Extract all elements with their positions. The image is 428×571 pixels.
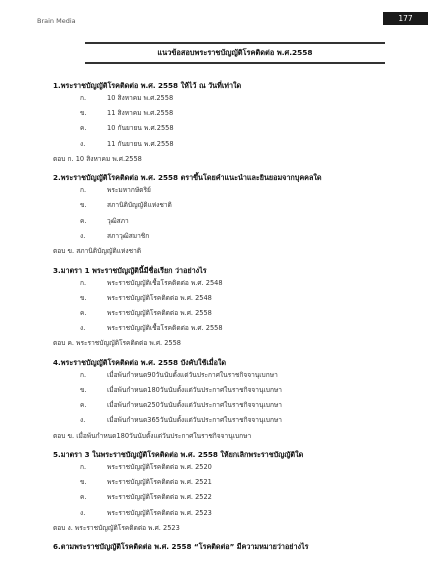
answer-text: ตอบ ข. เมื่อพ้นกำหนด180วันนับตั้งแต่วันประกาศในราชกิจจานุเบกษา xyxy=(53,431,252,440)
answer-option xyxy=(53,490,393,505)
option-letter: ค. xyxy=(80,401,87,410)
header-brand: Brain Media xyxy=(37,17,76,25)
option-letter: ง. xyxy=(80,416,86,425)
answer-option xyxy=(53,506,393,521)
option-letter: ง. xyxy=(80,231,86,240)
answer-option xyxy=(53,183,393,198)
option-text: 10 กันยายน พ.ศ.2558 xyxy=(107,124,174,133)
answer-option xyxy=(53,460,393,475)
question-text: 6.ตามพระราชบัญญัติโรคติดต่อ พ.ศ. 2558 “โรคติดต่อ” มีความหมายว่าอย่างไร xyxy=(53,542,309,552)
answer-text: ตอบ ง. พระราชบัญญัติโรคติดต่อ พ.ศ. 2523 xyxy=(53,523,180,532)
answer-option xyxy=(53,291,393,306)
option-text: วุฒิสภา xyxy=(107,216,129,225)
option-letter: ก. xyxy=(80,278,87,287)
option-text: พระมหากษัตริย์ xyxy=(107,186,151,195)
answer-option xyxy=(53,475,393,490)
option-text: สภานิติบัญญัติแห่งชาติ xyxy=(107,201,172,210)
answer-text: ตอบ ค. พระราชบัญญัติโรคติดต่อ พ.ศ. 2558 xyxy=(53,339,181,348)
option-text: 10 สิงหาคม พ.ศ.2558 xyxy=(107,94,174,102)
option-text: พระราชบัญญัติเชื้อโรคติดต่อ พ.ศ. 2558 xyxy=(107,324,223,333)
option-text: พระราชบัญญัติโรคติดต่อ พ.ศ. 2521 xyxy=(107,478,212,487)
option-text: พระราชบัญญัติโรคติดต่อ พ.ศ. 2523 xyxy=(107,508,212,517)
option-letter: ก. xyxy=(80,186,87,195)
question-text: 1.พระราชบัญญัติโรคติดต่อ พ.ศ. 2558 ให้ไว้ ณ วันที่เท่าใด xyxy=(53,81,242,90)
answer-option xyxy=(53,137,393,152)
answer-option xyxy=(53,229,393,244)
option-letter: ง. xyxy=(80,139,86,148)
option-letter: ข. xyxy=(80,478,87,487)
page-number: 177 xyxy=(383,12,428,25)
answer-option xyxy=(53,214,393,229)
answer-option xyxy=(53,321,393,336)
answer-option xyxy=(53,121,393,136)
option-letter: ข. xyxy=(80,385,87,394)
answer-option xyxy=(53,368,393,383)
option-text: เมื่อพ้นกำหนด250วันนับตั้งแต่วันประกาศในราชกิจจานุเบกษา xyxy=(107,401,282,410)
option-text: เมื่อพ้นกำหนด365วันนับตั้งแต่วันประกาศในราชกิจจานุเบกษา xyxy=(107,416,282,425)
option-letter: ข. xyxy=(80,109,87,118)
option-text: พระราชบัญญัติโรคติดต่อ พ.ศ. 2522 xyxy=(107,493,212,502)
option-letter: ก. xyxy=(80,370,87,379)
question-list xyxy=(53,80,393,552)
answer-option xyxy=(53,383,393,398)
answer-option xyxy=(53,198,393,213)
answer-option xyxy=(53,413,393,428)
question-text: 2.พระราชบัญญัติโรคติดต่อ พ.ศ. 2558 ตราขึ้นโดยคำแนะนำและยินยอมจากบุคคลใด xyxy=(53,173,322,183)
option-letter: ข. xyxy=(80,201,87,210)
question-text: 5.มาตรา 3 ในพระราชบัญญัติโรคติดต่อ พ.ศ. 2558 ให้ยกเลิกพระราชบัญญัติใด xyxy=(53,450,304,459)
answer-option xyxy=(53,398,393,413)
option-text: เมื่อพ้นกำหนด90วันนับตั้งแต่วันประกาศในราชกิจจานุเบกษา xyxy=(107,370,278,379)
answer-option xyxy=(53,306,393,321)
option-letter: ค. xyxy=(80,124,87,133)
option-text: พระราชบัญญัติโรคติดต่อ พ.ศ. 2548 xyxy=(107,293,212,302)
title-rule-bottom xyxy=(85,62,385,64)
answer-option xyxy=(53,106,393,121)
option-letter: ข. xyxy=(80,293,87,302)
option-letter: ค. xyxy=(80,308,87,317)
answer-option xyxy=(53,91,393,106)
document-title: แนวข้อสอบพระราชบัญญัติโรคติดต่อ พ.ศ.2558 xyxy=(157,48,313,57)
option-text: 11 กันยายน พ.ศ.2558 xyxy=(107,139,174,148)
option-letter: ก. xyxy=(80,94,87,102)
option-text: พระราชบัญญัติโรคติดต่อ พ.ศ. 2558 xyxy=(107,308,212,317)
option-letter: ค. xyxy=(80,493,87,502)
option-letter: ค. xyxy=(80,216,87,225)
option-text: พระราชบัญญัติโรคติดต่อ พ.ศ. 2520 xyxy=(107,463,212,471)
question-text: 4.พระราชบัญญัติโรคติดต่อ พ.ศ. 2558 บังคับใช้เมื่อใด xyxy=(53,357,227,367)
option-letter: ก. xyxy=(80,463,87,471)
option-text: 11 สิงหาคม พ.ศ.2558 xyxy=(107,109,174,118)
answer-text: ตอบ ข. สภานิติบัญญัติแห่งชาติ xyxy=(53,247,142,255)
option-letter: ง. xyxy=(80,324,86,333)
option-letter: ง. xyxy=(80,508,86,517)
answer-text: ตอบ ก. 10 สิงหาคม พ.ศ.2558 xyxy=(53,154,142,163)
option-text: พระราชบัญญัติเชื้อโรคติดต่อ พ.ศ. 2548 xyxy=(107,278,223,287)
option-text: สภาวุฒิสมาชิก xyxy=(107,231,150,240)
option-text: เมื่อพ้นกำหนด180วันนับตั้งแต่วันประกาศในราชกิจจานุเบกษา xyxy=(107,385,282,394)
question-text: 3.มาตรา 1 พระราชบัญญัตินี้มีชื่อเรียก ว่าอย่างไร xyxy=(53,265,207,275)
answer-option xyxy=(53,276,393,291)
